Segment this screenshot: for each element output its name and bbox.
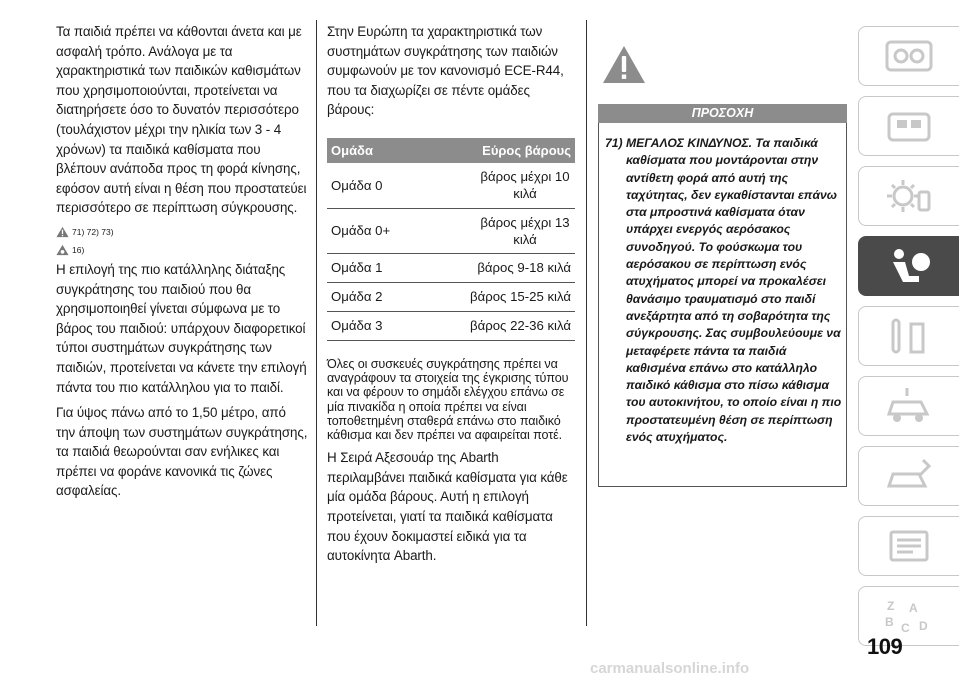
emergency-car-icon — [883, 386, 935, 426]
caution-reference-number: 16) — [72, 244, 85, 255]
cell-group: Ομάδα 1 — [331, 260, 383, 276]
svg-text:D: D — [919, 619, 928, 633]
cell-weight: βάρος 9-18 κιλά — [477, 260, 571, 276]
weight-groups-table — [327, 138, 575, 341]
tab-lights[interactable] — [858, 166, 959, 226]
paragraph-height: Για ύψος πάνω από το 1,50 μέτρο, από την άποψη των συστημάτων συγκράτησης, τα παιδιά θεωρούνται σαν ενήλικες και πρέπει να φοράνε κανονικά τις ζώνες ασφαλείας. — [56, 405, 308, 499]
seat-airbag-icon — [883, 246, 935, 286]
header-group: Ομάδα — [331, 142, 373, 158]
column-middle — [327, 22, 575, 572]
cell-group: Ομάδα 0 — [331, 177, 383, 193]
header-weight-range: Εύρος βάρους — [482, 142, 571, 158]
tab-dashboard[interactable] — [858, 26, 959, 86]
tools-icon — [883, 316, 935, 356]
table-row — [327, 209, 575, 254]
car-dashboard-icon — [883, 36, 935, 76]
paragraph-ece-r44: Στην Ευρώπη τα χαρακτηριστικά των συστημάτων συγκράτησης των παιδιών συμφωνούν με τον κανονισμό ECE-R44, που τα διαχωρίζει σε πέντε ομάδες βάρους: — [327, 24, 564, 118]
table-row — [327, 163, 575, 209]
tab-emergency[interactable] — [858, 376, 959, 436]
specs-icon — [883, 526, 935, 566]
svg-text:Z: Z — [887, 599, 895, 613]
service-car-icon — [883, 456, 935, 496]
paragraph-selection: Η επιλογή της πιο κατάλληλης διάταξης συγκράτησης του παιδιού που θα χρησιμοποιηθεί γίνεται σύμφωνα με το βάρος του παιδιού: υπάρχουν διαφορετικοί τύποι συστημάτων συγκράτησης των παιδιών, προτείνεται να κάνετε την επιλογή πάντα του πιο κατάλληλου για το παιδί. — [56, 261, 307, 395]
tab-safety[interactable] — [858, 236, 959, 296]
column-divider — [586, 20, 587, 626]
warning-reference-numbers: 71) 72) 73) — [72, 226, 114, 237]
tab-technical-data[interactable] — [858, 516, 959, 576]
tab-maintenance[interactable] — [858, 446, 959, 506]
column-left — [56, 22, 308, 507]
watermark: carmanualsonline.info — [590, 660, 750, 677]
tab-warning-lights[interactable] — [858, 96, 959, 156]
sun-lamp-icon — [883, 176, 935, 216]
tab-starting-driving[interactable] — [858, 306, 959, 366]
caution-title: ΠΡΟΣΟΧΗ — [598, 104, 847, 123]
caution-reference — [56, 242, 308, 258]
table-header — [327, 138, 575, 163]
caution-drop-icon — [56, 244, 69, 256]
cell-weight: βάρος μέχρι 13 κιλά — [480, 214, 570, 247]
cell-weight: βάρος μέχρι 10 κιλά — [480, 169, 570, 202]
page-number: 109 — [867, 634, 903, 659]
caution-text: 71) ΜΕΓΑΛΟΣ ΚΙΝΔΥΝΟΣ. Τα παιδικά καθίσματα που μοντάρονται στην αντίθετη φορά από αυτή της ταχύτητας, δεν εγκαθίστανται επάνω στα μπροστινά καθίσματα όταν υπάρχει ενεργός αερόσακος συνοδηγού. Το φούσκωμα του αερόσακου σε περίπτωση ενός ατυχήματος μπορεί να προκαλέσει θανάσιμο τραυματισμό στο παιδί ανεξάρτητα από τη σοβαρότητα της σύγκρουσης. Σας συμβουλεύουμε να μεταφέρετε πάντα τα παιδιά καθισμένα επάνω στο κατάλληλο παιδικό κάθισμα στο πίσω κάθισμα του αυτοκινήτου, το οποίο είναι η πιο προστατευμένη θέση σε περίπτωση ενός ατυχήματος. — [605, 136, 842, 445]
table-row — [327, 312, 575, 341]
warning-triangle-icon — [602, 45, 646, 85]
cell-weight: βάρος 15-25 κιλά — [470, 289, 571, 305]
column-divider — [316, 20, 317, 626]
svg-text:C: C — [901, 621, 910, 635]
paragraph-rear-facing: Τα παιδιά πρέπει να κάθονται άνετα και με ασφαλή τρόπο. Ανάλογα με τα χαρακτηριστικά των παιδικών καθισμάτων που χρησιμοποιούνται, προτείνεται να διατηρήσετε όσο το δυνατόν περισσότερο (τουλάχιστον μέχρι την ηλικία των 3 - 4 χρόνων) τα παιδικά καθίσματα που βλέπουν ανάποδα προς τη φορά κίνησης, εφόσον αυτή είναι η θέση που προστατεύει περισσότερο σε περίπτωση σύγκρουσης. — [56, 24, 307, 216]
cell-weight: βάρος 22-36 κιλά — [470, 318, 571, 334]
cell-group: Ομάδα 3 — [331, 318, 383, 334]
caution-box — [598, 123, 847, 487]
paragraph-abarth-line: Η Σειρά Αξεσουάρ της Abarth περιλαμβάνει παιδικά καθίσματα για κάθε μία ομάδα βάρους. Αυτή η επιλογή προτείνεται, γιατί τα παιδικά καθίσματα που έχουν δοκιμαστεί ειδικά για τα αυτοκίνητα Abarth. — [327, 450, 568, 564]
index-letters-icon — [883, 596, 935, 636]
warning-triangle-icon — [56, 226, 69, 238]
table-row — [327, 283, 575, 312]
cell-group: Ομάδα 0+ — [331, 223, 391, 239]
chapter-tabs — [858, 26, 960, 656]
warning-lights-icon — [883, 106, 935, 146]
svg-text:B: B — [885, 615, 894, 629]
warning-reference — [56, 224, 308, 240]
cell-group: Ομάδα 2 — [331, 289, 383, 305]
paragraph-approval-label: Όλες οι συσκευές συγκράτησης πρέπει να αναγράφουν τα στοιχεία της έγκρισης τύπου και να φέρουν το σημάδι ελέγχου επάνω σε μία πινακίδα η οποία πρέπει να είναι τοποθετημένη σταθερά επάνω στο παιδικό κάθισμα και δεν πρέπει να αφαιρείται ποτέ. — [327, 356, 569, 442]
column-right — [598, 45, 847, 487]
svg-text:A: A — [909, 601, 918, 615]
table-row — [327, 254, 575, 283]
